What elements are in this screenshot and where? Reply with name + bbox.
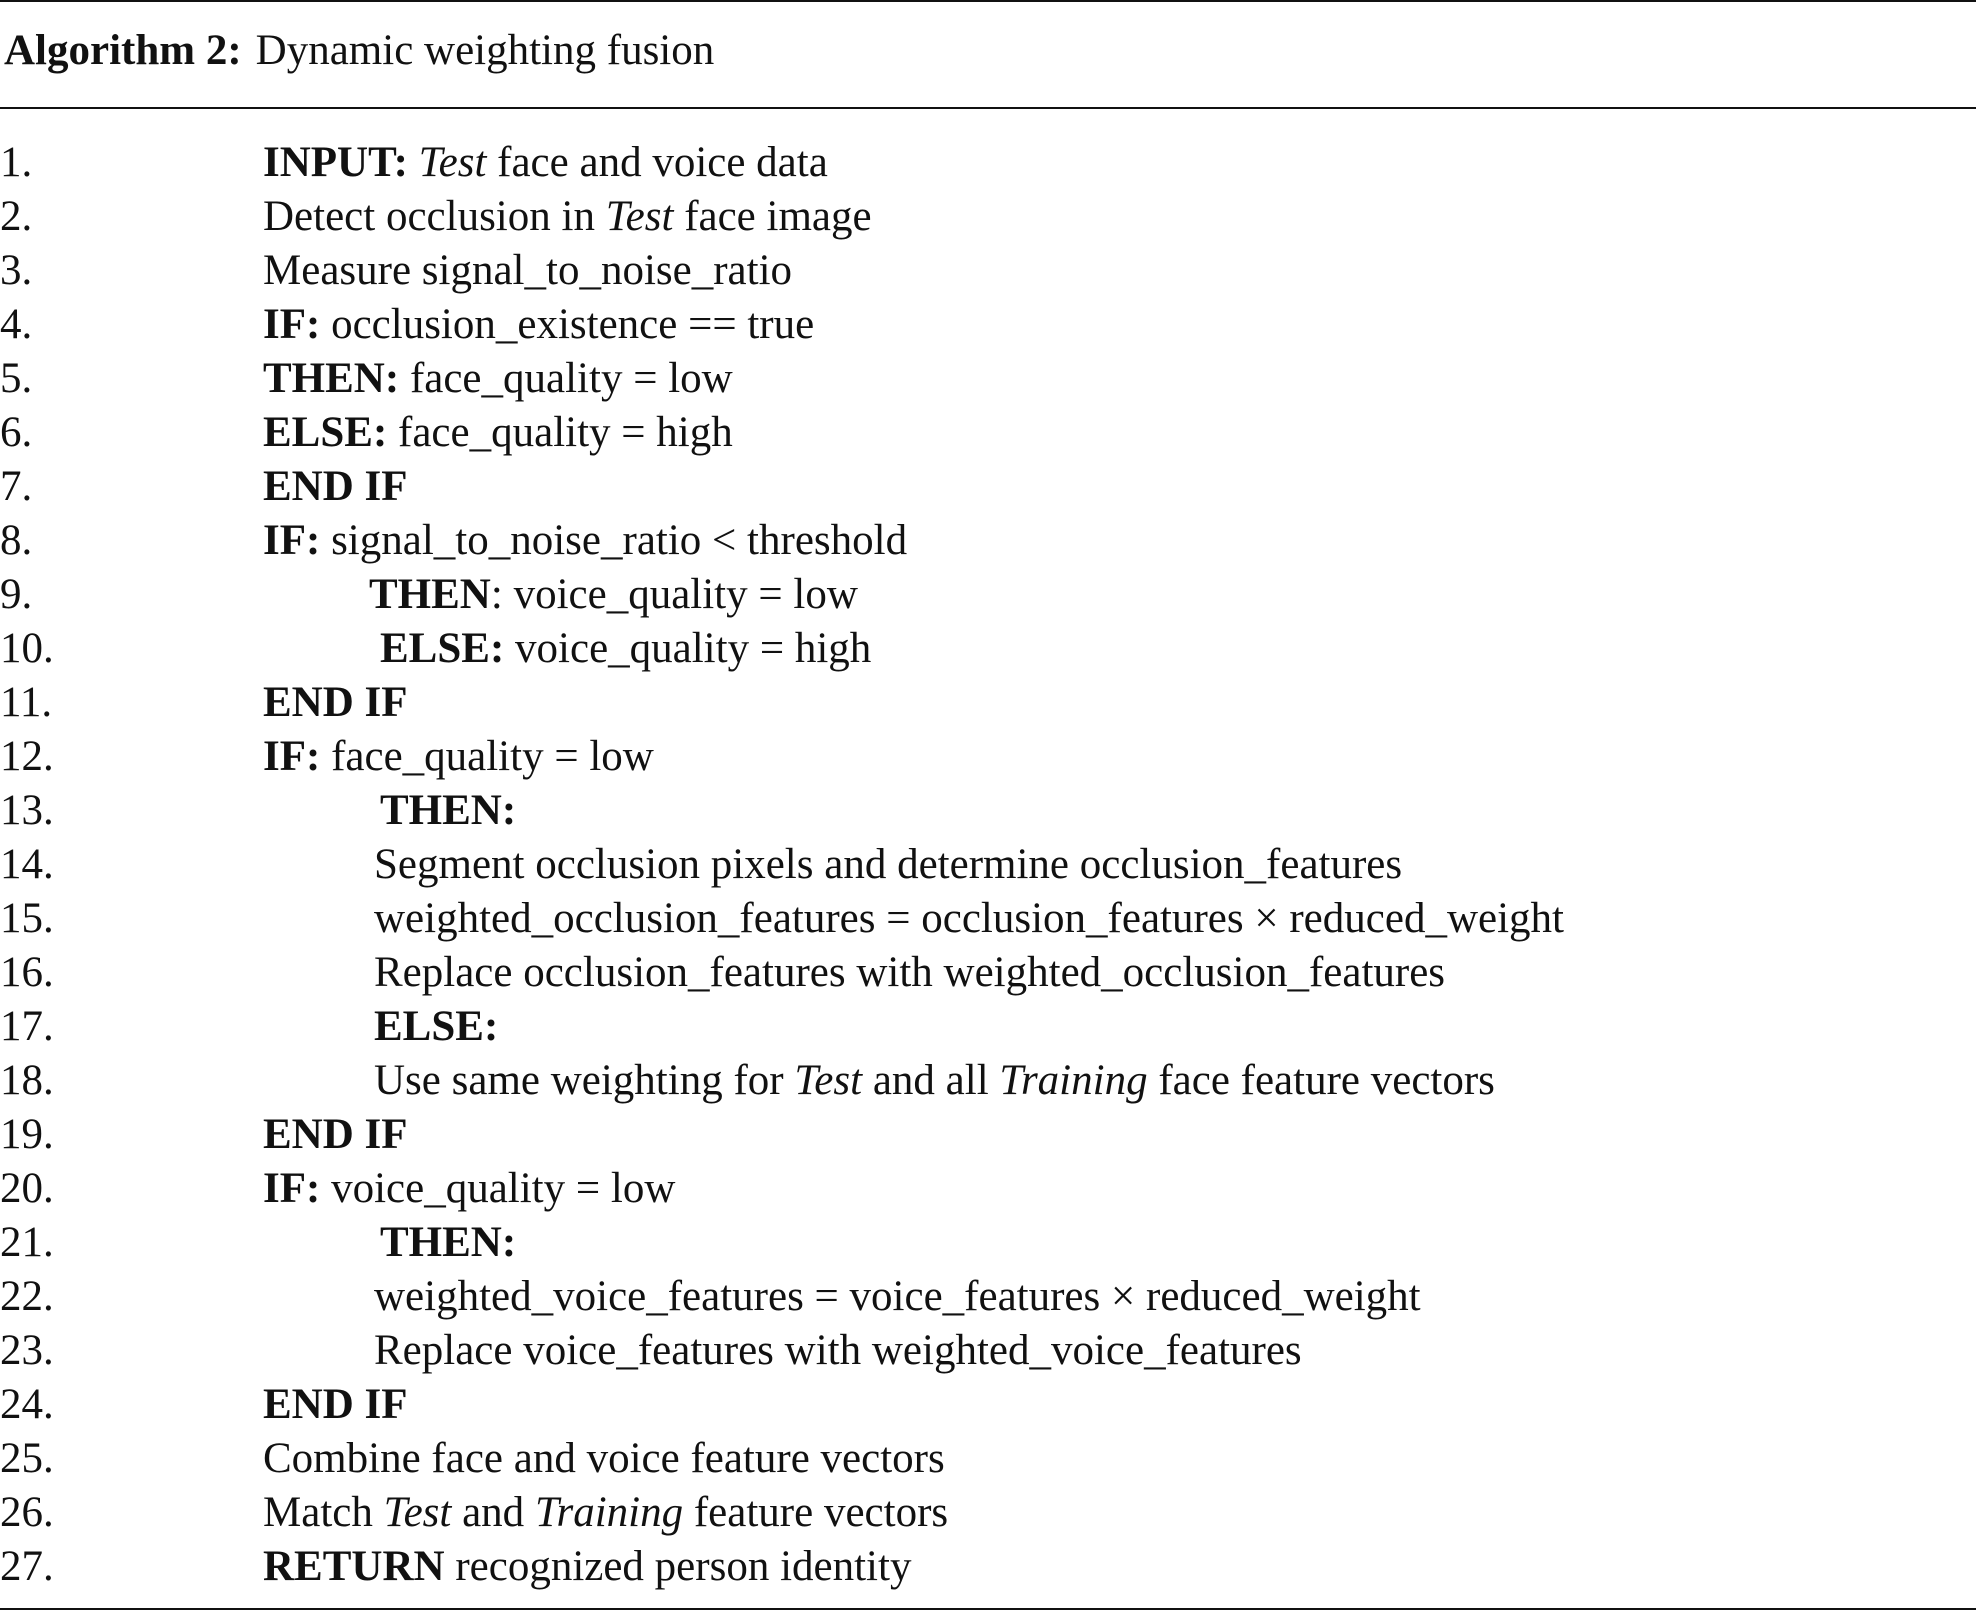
algorithm-step: [0, 1378, 1976, 1432]
algorithm-step: [0, 1486, 1976, 1540]
step-fragment: Segment occlusion pixels and determine occlusion_features: [374, 841, 1403, 888]
step-number: 14.: [0, 841, 54, 888]
step-number: 22.: [0, 1273, 54, 1320]
step-number: 5.: [0, 355, 33, 402]
step-number: 8.: [0, 517, 33, 564]
step-text: [263, 1162, 675, 1216]
step-number: 26.: [0, 1489, 54, 1536]
emphasis: Test: [794, 1057, 863, 1104]
algorithm-step: [0, 460, 1976, 514]
algorithm-step: [0, 730, 1976, 784]
step-number: 24.: [0, 1381, 54, 1428]
step-fragment: Measure signal_to_noise_ratio: [263, 247, 793, 294]
keyword: IF:: [263, 733, 321, 780]
algorithm-step: [0, 1324, 1976, 1378]
keyword: THEN:: [380, 1219, 517, 1266]
algorithm-step: [0, 946, 1976, 1000]
step-fragment: face and voice data: [486, 139, 828, 186]
algorithm-step: [0, 622, 1976, 676]
step-fragment: weighted_voice_features = voice_features × reduced_weight: [374, 1273, 1421, 1320]
algorithm-step: [0, 1108, 1976, 1162]
top-rule: [0, 0, 1976, 2]
step-text: [374, 1000, 498, 1054]
step-text: [374, 892, 1564, 946]
step-number: 21.: [0, 1219, 54, 1266]
step-text: [374, 1270, 1421, 1324]
step-text: [263, 1378, 408, 1432]
step-text: [374, 838, 1402, 892]
step-number: 12.: [0, 733, 54, 780]
step-text: [263, 676, 408, 730]
step-number: 11.: [0, 679, 53, 726]
step-fragment: : voice_quality = low: [490, 571, 858, 618]
keyword: ELSE:: [374, 1003, 499, 1050]
step-text: [263, 298, 814, 352]
emphasis: Test: [605, 193, 674, 240]
step-fragment: and: [451, 1489, 535, 1536]
caption-rule: [0, 107, 1976, 109]
step-fragment: weighted_occlusion_features = occlusion_features × reduced_weight: [374, 895, 1564, 942]
algorithm-step: [0, 1054, 1976, 1108]
step-fragment: recognized person identity: [444, 1543, 912, 1590]
keyword: END IF: [263, 1381, 408, 1428]
step-number: 17.: [0, 1003, 54, 1050]
step-fragment: Detect occlusion in: [263, 193, 606, 240]
algorithm-step: [0, 838, 1976, 892]
step-text: [263, 1486, 948, 1540]
step-text: [263, 352, 733, 406]
step-text: [380, 1216, 516, 1270]
keyword: END IF: [263, 463, 408, 510]
step-fragment: and all: [862, 1057, 1000, 1104]
step-fragment: Use same weighting for: [374, 1057, 795, 1104]
algorithm-step: [0, 892, 1976, 946]
algorithm-step: [0, 1540, 1976, 1594]
algorithm-label: Algorithm 2:: [4, 27, 242, 74]
step-text: [263, 136, 828, 190]
step-number: 3.: [0, 247, 33, 294]
step-text: [369, 568, 858, 622]
step-fragment: Replace voice_features with weighted_voice_features: [374, 1327, 1302, 1374]
algorithm-caption: [4, 20, 714, 82]
step-text: [374, 1054, 1495, 1108]
keyword: END IF: [263, 679, 408, 726]
step-number: 15.: [0, 895, 54, 942]
algorithm-step: [0, 352, 1976, 406]
emphasis: Training: [534, 1489, 684, 1536]
emphasis: Training: [999, 1057, 1148, 1104]
keyword: END IF: [263, 1111, 408, 1158]
algorithm-step: [0, 784, 1976, 838]
step-text: [263, 1108, 408, 1162]
step-text: [380, 784, 516, 838]
step-text: [374, 1324, 1302, 1378]
step-fragment: signal_to_noise_ratio < threshold: [320, 517, 908, 564]
keyword: IF:: [263, 1165, 321, 1212]
step-fragment: feature vectors: [683, 1489, 949, 1536]
algorithm-steps: [0, 136, 1976, 1594]
step-text: [263, 514, 907, 568]
step-text: [380, 622, 871, 676]
step-fragment: [408, 139, 419, 186]
step-number: 20.: [0, 1165, 54, 1212]
keyword: ELSE:: [380, 625, 505, 672]
step-number: 16.: [0, 949, 54, 996]
step-fragment: voice_quality = high: [504, 625, 872, 672]
algorithm-step: [0, 190, 1976, 244]
algorithm-step: [0, 1270, 1976, 1324]
algorithm-step: [0, 1216, 1976, 1270]
keyword: THEN: [369, 571, 491, 618]
step-fragment: face feature vectors: [1147, 1057, 1495, 1104]
bottom-rule: [0, 1608, 1976, 1610]
keyword: THEN:: [380, 787, 517, 834]
algorithm-step: [0, 1432, 1976, 1486]
algorithm-step: [0, 136, 1976, 190]
step-number: 6.: [0, 409, 33, 456]
step-fragment: Match: [263, 1489, 384, 1536]
step-text: [374, 946, 1445, 1000]
algorithm-step: [0, 676, 1976, 730]
step-number: 25.: [0, 1435, 54, 1482]
step-fragment: face_quality = low: [399, 355, 733, 402]
step-number: 27.: [0, 1543, 54, 1590]
step-text: [263, 730, 654, 784]
keyword: ELSE:: [263, 409, 388, 456]
step-fragment: face image: [673, 193, 872, 240]
step-number: 10.: [0, 625, 54, 672]
step-text: [263, 406, 733, 460]
algorithm-step: [0, 1162, 1976, 1216]
step-number: 13.: [0, 787, 54, 834]
step-text: [263, 460, 408, 514]
algorithm-step: [0, 568, 1976, 622]
step-text: [263, 1432, 945, 1486]
step-number: 7.: [0, 463, 33, 510]
step-fragment: voice_quality = low: [320, 1165, 676, 1212]
emphasis: Test: [418, 139, 487, 186]
keyword: INPUT:: [263, 139, 408, 186]
algorithm-step: [0, 1000, 1976, 1054]
step-text: [263, 190, 872, 244]
step-fragment: occlusion_existence == true: [320, 301, 815, 348]
step-fragment: Combine face and voice feature vectors: [263, 1435, 945, 1482]
algorithm-step: [0, 298, 1976, 352]
algorithm-step: [0, 514, 1976, 568]
keyword: IF:: [263, 301, 321, 348]
step-number: 2.: [0, 193, 33, 240]
step-fragment: face_quality = low: [320, 733, 654, 780]
step-number: 19.: [0, 1111, 54, 1158]
step-number: 4.: [0, 301, 33, 348]
algorithm-title: Dynamic weighting fusion: [255, 27, 715, 74]
step-number: 9.: [0, 571, 33, 618]
step-number: 1.: [0, 139, 33, 186]
algorithm-step: [0, 244, 1976, 298]
step-fragment: face_quality = high: [387, 409, 733, 456]
emphasis: Test: [383, 1489, 452, 1536]
step-number: 23.: [0, 1327, 54, 1374]
keyword: IF:: [263, 517, 321, 564]
step-fragment: Replace occlusion_features with weighted_occlusion_features: [374, 949, 1446, 996]
keyword: RETURN: [263, 1543, 445, 1590]
algorithm-step: [0, 406, 1976, 460]
step-text: [263, 1540, 911, 1594]
keyword: THEN:: [263, 355, 400, 402]
step-text: [263, 244, 792, 298]
step-number: 18.: [0, 1057, 54, 1104]
